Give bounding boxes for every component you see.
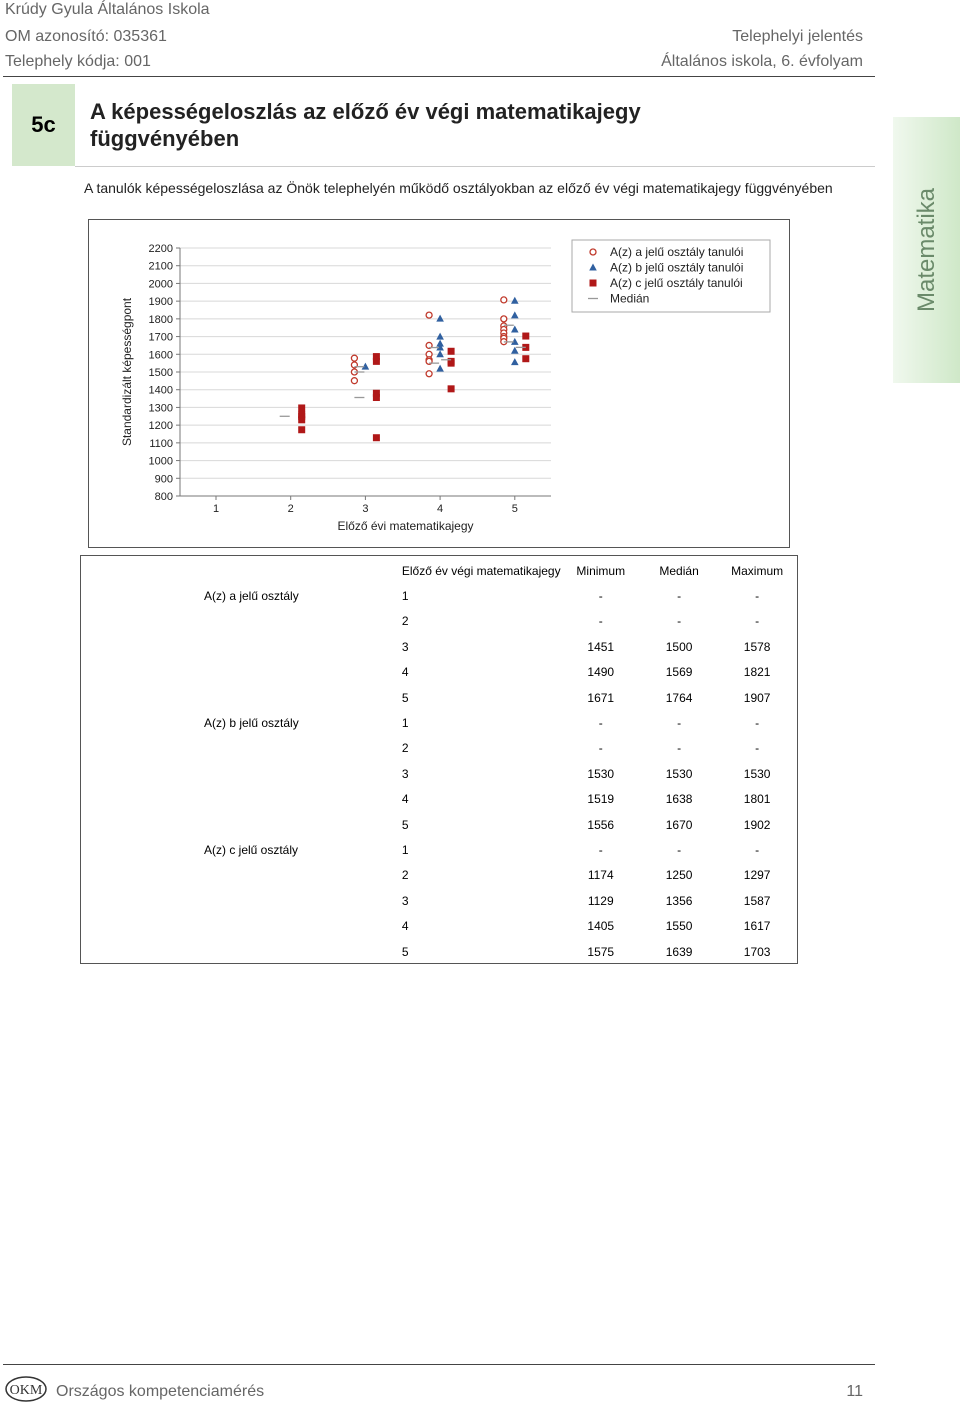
table-cell: 2 (401, 741, 409, 756)
table-cell: 1490 (587, 665, 615, 680)
point-c (373, 358, 380, 365)
y-tick-label: 1800 (148, 313, 173, 326)
point-c (448, 360, 455, 367)
table-cell: - (677, 842, 682, 857)
table-cell: 1671 (587, 690, 615, 705)
point-b (511, 325, 519, 332)
table-row (81, 685, 797, 710)
report-type: Telephelyi jelentés (732, 28, 863, 45)
table-cell: 1703 (743, 944, 771, 959)
point-c (373, 394, 380, 401)
legend-label: A(z) b jelű osztály tanulói (610, 260, 744, 275)
legend-marker (590, 280, 597, 287)
x-tick-label: 5 (511, 503, 518, 515)
table-header-cell: Előző év végi matematikajegy (401, 563, 561, 578)
table-cell: 1 (401, 842, 409, 857)
scatter-chart (88, 219, 790, 548)
y-tick-label: 2200 (148, 243, 173, 255)
table-cell: 1405 (587, 919, 615, 934)
point-a (426, 312, 432, 318)
table-cell: 1356 (665, 893, 693, 908)
table-cell: 1764 (665, 690, 693, 705)
table-cell: 1550 (665, 919, 693, 934)
table-cell (81, 787, 402, 812)
y-axis-label: Standardizált képességpont (120, 297, 134, 447)
table-cell (81, 660, 402, 685)
table-cell (81, 888, 402, 913)
table-cell: 1639 (665, 944, 693, 959)
table-cell: - (755, 614, 760, 629)
table-cell: - (598, 741, 603, 756)
table-cell: A(z) c jelű osztály (204, 842, 299, 857)
table-cell: 1174 (587, 868, 614, 883)
y-tick-label: 1200 (148, 420, 173, 433)
point-c (522, 355, 529, 362)
legend-label: A(z) a jelű osztály tanulói (610, 245, 744, 259)
table-row (81, 634, 797, 659)
chart-svg (89, 220, 789, 547)
school-name: Krúdy Gyula Általános Iskola (5, 1, 210, 18)
point-b (436, 315, 444, 322)
y-tick-label: 800 (154, 491, 173, 503)
point-a (351, 378, 357, 384)
table-cell: 5 (401, 690, 409, 705)
table-header-cell: Minimum (576, 563, 626, 578)
section-divider (75, 166, 875, 167)
table-cell: 1297 (743, 868, 771, 883)
table-cell: 1617 (743, 919, 771, 934)
y-tick-label: 1400 (148, 384, 173, 397)
table-cell: 1556 (587, 817, 615, 832)
table-row (81, 710, 797, 735)
point-c (448, 348, 455, 355)
okm-logo (4, 1373, 48, 1405)
table-cell: 1530 (587, 766, 615, 781)
table-cell (81, 939, 402, 964)
table-cell: 1 (401, 716, 409, 731)
point-b (511, 297, 519, 304)
table-cell: 1569 (665, 665, 693, 680)
table-row (81, 761, 797, 786)
table-cell: 1907 (743, 690, 771, 705)
x-axis-label: Előző évi matematikajegy (337, 519, 474, 533)
om-id: OM azonosító: 035361 (5, 28, 167, 45)
table-cell (81, 685, 402, 710)
table-cell: 1129 (587, 893, 614, 908)
table-cell: 1530 (665, 766, 693, 781)
table-cell (81, 812, 402, 837)
table-cell: 1451 (587, 639, 615, 654)
table-row (81, 837, 797, 862)
point-b (511, 311, 519, 318)
table-cell (81, 913, 402, 938)
table-cell: 1587 (743, 893, 771, 908)
table-cell (81, 609, 402, 634)
header-divider (3, 76, 875, 77)
table-cell: - (677, 614, 682, 629)
table-cell (81, 761, 402, 786)
table-cell: A(z) b jelű osztály (204, 716, 299, 731)
page-number: 11 (846, 1383, 863, 1400)
section-number: 5c (12, 84, 75, 166)
y-tick-label: 2000 (148, 278, 173, 291)
x-tick-label: 4 (437, 503, 444, 515)
table-cell: 1578 (743, 639, 771, 654)
table-row (81, 660, 797, 685)
grade-label: Általános iskola, 6. évfolyam (661, 53, 863, 70)
table-row (81, 583, 797, 608)
table-cell: 4 (401, 665, 409, 680)
summary-table (81, 558, 797, 964)
logo-text: OKM (9, 1383, 43, 1398)
table-cell: - (598, 589, 603, 604)
y-tick-label: 2100 (148, 260, 173, 273)
table-body (81, 583, 797, 964)
table-cell: 2 (401, 868, 409, 883)
table-cell: - (677, 589, 682, 604)
table-cell: - (755, 741, 760, 756)
section-intro: A tanulók képességeloszlása az Önök telephelyén működő osztályokban az előző év végi matematikajegy függvényében (84, 180, 833, 196)
table-cell: - (598, 842, 603, 857)
y-tick-label: 900 (154, 473, 173, 486)
table-header-row (81, 558, 797, 583)
table-cell: 1575 (587, 944, 615, 959)
table-header-cell: Medián (659, 563, 699, 578)
table-cell: - (598, 716, 603, 731)
point-b (436, 365, 444, 372)
point-b (436, 333, 444, 340)
footer-program: Országos kompetenciamérés (56, 1383, 265, 1400)
table-row (81, 812, 797, 837)
table-cell: 1821 (743, 665, 771, 680)
table-cell: 3 (401, 766, 409, 781)
y-tick-label: 1600 (148, 349, 173, 362)
point-a (501, 297, 507, 303)
table-cell: 1530 (743, 766, 771, 781)
table-row (81, 913, 797, 938)
y-tick-label: 1500 (148, 367, 173, 379)
table-cell: 3 (401, 893, 409, 908)
table-cell: - (677, 716, 682, 731)
table-cell (81, 863, 402, 888)
table-cell: - (677, 741, 682, 756)
y-tick-label: 1700 (148, 331, 173, 344)
table-cell: 4 (401, 792, 409, 807)
legend-label: A(z) c jelű osztály tanulói (610, 276, 743, 290)
table-row (81, 736, 797, 761)
point-c (298, 416, 305, 423)
table-cell: A(z) a jelű osztály (204, 589, 299, 604)
point-c (373, 434, 380, 441)
x-tick-label: 3 (362, 503, 369, 515)
point-a (351, 355, 357, 361)
x-tick-label: 1 (212, 503, 220, 515)
subject-tab-label: Matematika (912, 187, 940, 313)
table-cell: - (598, 614, 603, 629)
table-cell: 1500 (665, 639, 693, 654)
point-c (448, 385, 455, 392)
table-cell: - (755, 589, 760, 604)
table-cell: 5 (401, 817, 409, 832)
table-cell: - (755, 842, 760, 857)
y-tick-label: 1900 (148, 296, 173, 309)
point-c (522, 333, 529, 340)
table-cell: 4 (401, 919, 409, 934)
site-code: Telephely kódja: 001 (5, 53, 151, 70)
table-cell: 5 (401, 944, 409, 959)
table-cell: 3 (401, 639, 409, 654)
table-cell: 1519 (587, 792, 615, 807)
legend-label: Medián (610, 291, 650, 306)
point-a (426, 371, 432, 377)
table-cell (81, 736, 402, 761)
table-row (81, 609, 797, 634)
table-row (81, 939, 797, 964)
table-header-cell (81, 558, 402, 583)
table-header-cell: Maximum (731, 563, 784, 578)
footer-divider (3, 1364, 875, 1365)
table-row (81, 863, 797, 888)
table-cell: 1801 (743, 792, 771, 807)
point-c (298, 404, 305, 411)
point-a (501, 316, 507, 322)
table-cell: - (755, 716, 760, 731)
y-tick-label: 1000 (148, 455, 173, 468)
table-row (81, 787, 797, 812)
table-cell (81, 634, 402, 659)
table-cell: 1902 (743, 817, 771, 832)
table-cell: 1638 (665, 792, 693, 807)
table-cell: 1670 (665, 817, 693, 832)
table-cell: 2 (401, 614, 409, 629)
table-row (81, 888, 797, 913)
subject-tab (893, 117, 960, 383)
x-tick-label: 2 (287, 503, 294, 515)
table-cell: 1250 (665, 868, 693, 883)
y-tick-label: 1100 (149, 437, 173, 450)
point-b (511, 358, 519, 365)
point-c (298, 426, 305, 433)
point-b (436, 350, 444, 357)
summary-table-frame (80, 555, 798, 964)
table-cell: 1 (401, 589, 409, 604)
section-title: A képességeloszlás az előző év végi matematikajegy függvényében (90, 99, 641, 151)
y-tick-label: 1300 (148, 402, 173, 415)
legend-marker (590, 249, 596, 255)
